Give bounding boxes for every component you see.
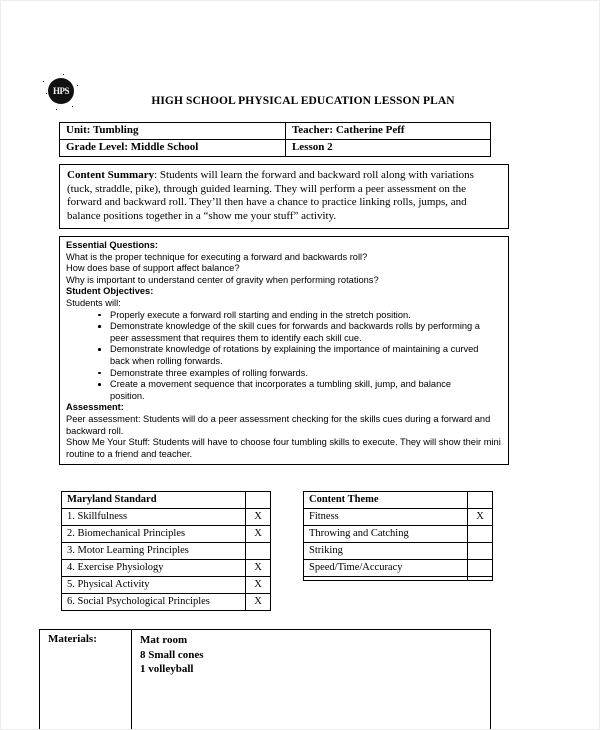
- standard-label: 5. Physical Activity: [62, 577, 246, 593]
- standard-mark[interactable]: X: [254, 528, 262, 539]
- table-row: [62, 509, 270, 526]
- table-header-row: [62, 492, 270, 509]
- grade-level-cell: Grade Level: Middle School: [60, 140, 286, 156]
- list-item: [110, 379, 502, 402]
- theme-mark[interactable]: X: [476, 511, 484, 522]
- table-row: [62, 526, 270, 543]
- column-header-theme: Content Theme: [304, 492, 468, 508]
- table-row: [304, 577, 492, 580]
- theme-mark[interactable]: [468, 543, 492, 559]
- unit-cell: Unit: Tumbling: [60, 123, 286, 139]
- standard-label: 3. Motor Learning Principles: [62, 543, 246, 559]
- school-logo-icon: [41, 73, 81, 113]
- standard-mark[interactable]: [246, 543, 270, 559]
- theme-mark[interactable]: [468, 560, 492, 576]
- material-item: Mat room: [140, 634, 188, 646]
- bullet-icon: [98, 372, 101, 375]
- theme-label: Throwing and Catching: [304, 526, 468, 542]
- table-row: [62, 577, 270, 594]
- list-item: [110, 368, 502, 380]
- table-row: [60, 140, 490, 156]
- standard-label: 6. Social Psychological Principles: [62, 594, 246, 610]
- material-item: 1 volleyball: [140, 663, 194, 675]
- theme-mark[interactable]: [468, 577, 492, 580]
- list-item: [110, 321, 502, 344]
- content-summary-text: [67, 169, 501, 223]
- student-objectives-intro: Students will:: [66, 297, 121, 308]
- essential-question: How does base of support affect balance?: [66, 263, 240, 274]
- objective-text: Demonstrate knowledge of the skill cues for forwards and backwards rolls by performing a peer assessment that requires them to identify each skill cue.: [110, 321, 480, 343]
- standard-mark[interactable]: X: [254, 596, 262, 607]
- table-row: [62, 560, 270, 577]
- table-row: [304, 509, 492, 526]
- column-header-standard: Maryland Standard: [62, 492, 246, 508]
- table-row: [60, 123, 490, 140]
- standard-label: 2. Biomechanical Principles: [62, 526, 246, 542]
- materials-items: [132, 630, 490, 730]
- content-summary-box: [59, 164, 509, 229]
- materials-label: Materials:: [40, 630, 132, 730]
- materials-table: [39, 629, 491, 730]
- theme-mark[interactable]: [468, 526, 492, 542]
- materials-row: [40, 630, 490, 730]
- content-summary-heading: Content Summary: [67, 169, 155, 181]
- bullet-icon: [98, 348, 101, 351]
- assessment-line: Show Me Your Stuff: Students will have to choose four tumbling skills to execute. They will show their mini routine to a friend and teacher.: [66, 437, 501, 459]
- table-row: [304, 560, 492, 577]
- logo-monogram: HPS: [52, 86, 69, 96]
- essential-questions-box: [59, 236, 509, 465]
- table-header-row: [304, 492, 492, 509]
- student-objectives-heading: Student Objectives:: [66, 286, 154, 297]
- list-item: [110, 310, 502, 322]
- table-row: [304, 543, 492, 560]
- standard-label: 4. Exercise Physiology: [62, 560, 246, 576]
- student-objectives-list: [66, 310, 502, 403]
- standard-label: 1. Skillfulness: [62, 509, 246, 525]
- content-theme-table: [303, 491, 493, 581]
- page-title: HIGH SCHOOL PHYSICAL EDUCATION LESSON PLAN: [151, 95, 455, 107]
- bullet-icon: [98, 314, 101, 317]
- objective-text: Properly execute a forward roll starting and ending in the stretch position.: [110, 309, 411, 320]
- standard-mark[interactable]: X: [254, 562, 262, 573]
- objective-text: Demonstrate three examples of rolling forwards.: [110, 367, 308, 378]
- theme-label: [304, 577, 468, 580]
- bullet-icon: [98, 325, 101, 328]
- standard-mark[interactable]: X: [254, 511, 262, 522]
- column-header-mark: [246, 492, 270, 508]
- theme-label: Speed/Time/Accuracy: [304, 560, 468, 576]
- essential-questions-heading: Essential Questions:: [66, 240, 158, 250]
- essential-question: Why is important to understand center of gravity when performing rotations?: [66, 274, 379, 285]
- table-row: [62, 594, 270, 610]
- maryland-standard-table: [61, 491, 271, 611]
- objective-text: Create a movement sequence that incorporates a tumbling skill, jump, and balance position.: [110, 379, 452, 401]
- lesson-cell: Lesson 2: [291, 141, 333, 153]
- material-item: 8 Small cones: [140, 648, 204, 661]
- essential-question: What is the proper technique for executing a forward and backwards roll?: [66, 251, 368, 262]
- bullet-icon: [98, 383, 101, 386]
- table-row: [304, 526, 492, 543]
- standard-mark[interactable]: X: [254, 579, 262, 590]
- objective-text: Demonstrate knowledge of rotations by explaining the importance of maintaining a curved back when rolling forwards.: [110, 344, 479, 366]
- column-header-mark: [468, 492, 492, 508]
- unit-info-table: [59, 122, 491, 157]
- document-header: [1, 73, 600, 117]
- table-row: [62, 543, 270, 560]
- list-item: [110, 344, 502, 367]
- content-summary-body: : Students will learn the forward and backward roll along with variations (tuck, straddle, pike), through guided learning. They will perform a peer assessment on the forward and backward roll. They’ll then have a chance to practice linking rolls, jumps, and balance positions together in a “show me your stuff” activity.: [67, 169, 474, 222]
- theme-label: Fitness: [304, 509, 468, 525]
- assessment-heading: Assessment:: [66, 402, 124, 413]
- assessment-line: Peer assessment: Students will do a peer assessment checking for the skills cues during a forward and backward roll.: [66, 413, 491, 436]
- theme-label: Striking: [304, 543, 468, 559]
- teacher-cell: Teacher: Catherine Peff: [291, 124, 405, 136]
